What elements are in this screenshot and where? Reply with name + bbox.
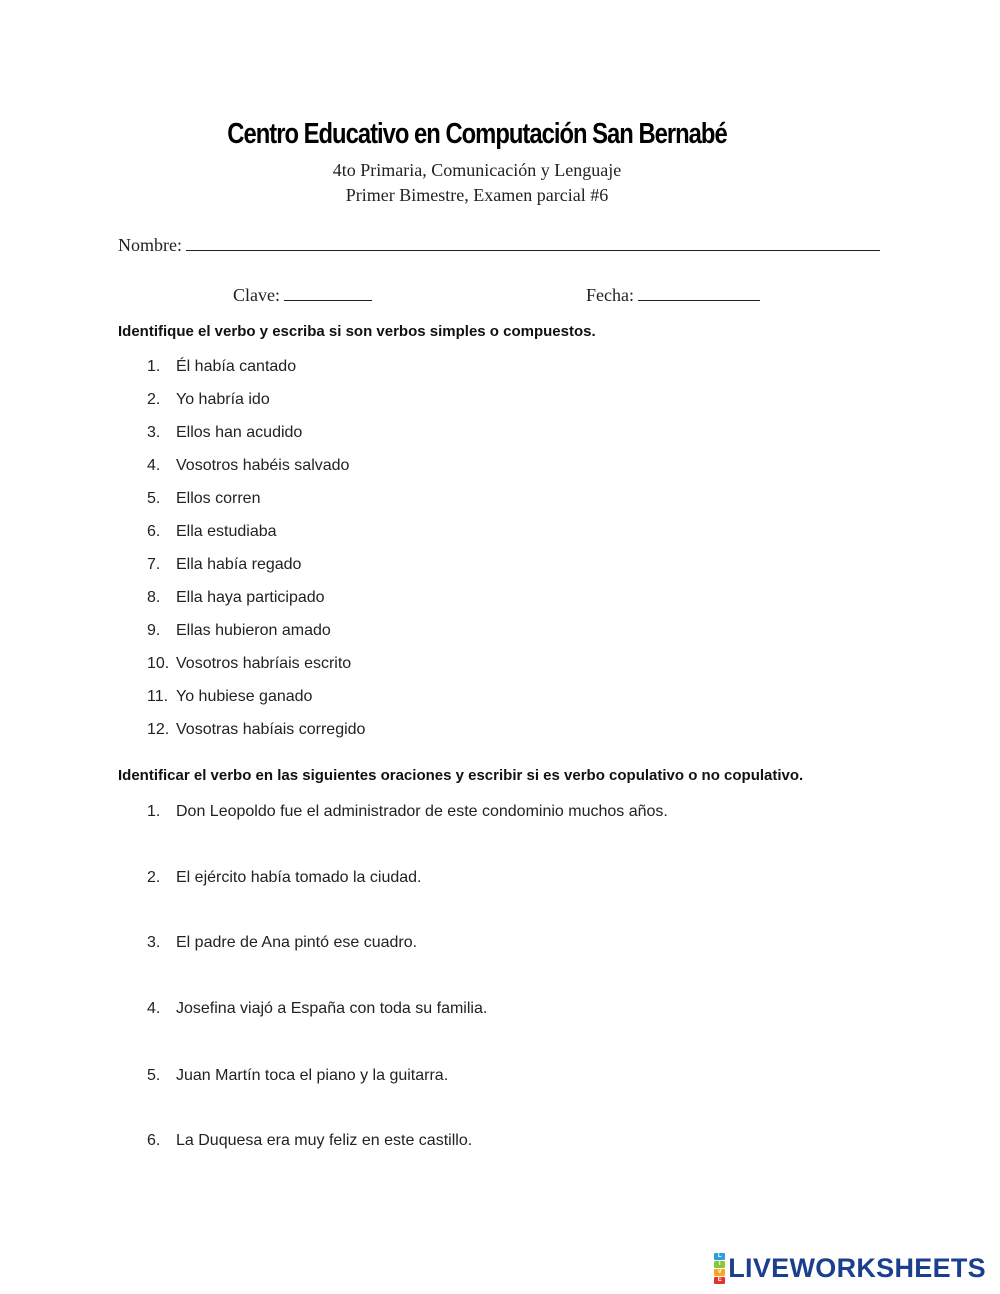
- item-text: La Duquesa era muy feliz en este castillo.: [176, 1132, 473, 1149]
- list-item: 11. Yo hubiese ganado: [147, 688, 313, 705]
- item-text: Ella había regado: [176, 556, 302, 573]
- item-text: El ejército había tomado la ciudad.: [176, 869, 422, 886]
- clave-field[interactable]: [233, 284, 372, 306]
- list-item: 3. El padre de Ana pintó ese cuadro.: [147, 934, 418, 951]
- list-item: 5. Juan Martín toca el piano y la guitarra.: [147, 1067, 449, 1084]
- item-text: Vosotras habíais corregido: [176, 721, 366, 738]
- list-item: 6. La Duquesa era muy feliz en este castillo.: [147, 1132, 473, 1149]
- list-item: 10. Vosotros habríais escrito: [147, 655, 352, 672]
- list-item: 9. Ellas hubieron amado: [147, 622, 331, 639]
- list-item: 3. Ellos han acudido: [147, 424, 303, 441]
- section1-instruction: Identifique el verbo y escriba si son verbos simples o compuestos.: [118, 323, 596, 340]
- item-text: Ella estudiaba: [176, 523, 277, 540]
- item-text: El padre de Ana pintó ese cuadro.: [176, 934, 418, 951]
- list-item: 1. Él había cantado: [147, 358, 297, 375]
- list-item: 12. Vosotras habíais corregido: [147, 721, 366, 738]
- list-item: 2. El ejército había tomado la ciudad.: [147, 869, 422, 886]
- clave-blank-line[interactable]: [284, 284, 372, 301]
- nombre-label: Nombre:: [118, 235, 182, 255]
- item-text: Él había cantado: [176, 358, 297, 375]
- fecha-blank-line[interactable]: [638, 284, 760, 301]
- item-text: Don Leopoldo fue el administrador de este condominio muchos años.: [176, 803, 668, 820]
- item-text: Josefina viajó a España con toda su familia.: [176, 1000, 488, 1017]
- list-item: 2. Yo habría ido: [147, 391, 270, 408]
- list-item: 4. Josefina viajó a España con toda su familia.: [147, 1000, 488, 1017]
- item-text: Yo habría ido: [176, 391, 270, 408]
- item-text: Ellos corren: [176, 490, 261, 507]
- list-item: 6. Ella estudiaba: [147, 523, 277, 540]
- section2-instruction: Identificar el verbo en las siguientes oraciones y escribir si es verbo copulativo o no copulativo.: [118, 767, 804, 784]
- nombre-field[interactable]: [118, 234, 880, 256]
- nombre-blank-line[interactable]: [186, 234, 880, 251]
- fecha-field[interactable]: [586, 284, 760, 306]
- item-text: Juan Martín toca el piano y la guitarra.: [176, 1067, 449, 1084]
- school-title: Centro Educativo en Computación San Bernabé: [227, 118, 727, 150]
- item-text: Ella haya participado: [176, 589, 325, 606]
- logo-mark-letter: I: [714, 1261, 725, 1268]
- logo-mark-letter: V: [714, 1269, 725, 1276]
- list-item: 8. Ella haya participado: [147, 589, 325, 606]
- list-item: 1. Don Leopoldo fue el administrador de este condominio muchos años.: [147, 803, 668, 820]
- item-text: Vosotros habéis salvado: [176, 457, 350, 474]
- item-text: Ellos han acudido: [176, 424, 303, 441]
- list-item: 7. Ella había regado: [147, 556, 302, 573]
- list-item: 5. Ellos corren: [147, 490, 261, 507]
- fecha-label: Fecha:: [586, 285, 634, 305]
- course-subtitle: 4to Primaria, Comunicación y Lenguaje: [332, 160, 622, 180]
- logo-mark-icon: [714, 1253, 725, 1284]
- liveworksheets-logo[interactable]: [714, 1253, 986, 1284]
- list-item: 4. Vosotros habéis salvado: [147, 457, 350, 474]
- exam-subtitle: Primer Bimestre, Examen parcial #6: [345, 185, 609, 205]
- logo-text: LIVEWORKSHEETS: [728, 1253, 986, 1283]
- logo-mark-letter: E: [714, 1277, 725, 1284]
- item-text: Vosotros habríais escrito: [176, 655, 352, 672]
- item-text: Ellas hubieron amado: [176, 622, 331, 639]
- logo-mark-letter: L: [714, 1253, 725, 1260]
- item-text: Yo hubiese ganado: [176, 688, 313, 705]
- clave-label: Clave:: [233, 285, 280, 305]
